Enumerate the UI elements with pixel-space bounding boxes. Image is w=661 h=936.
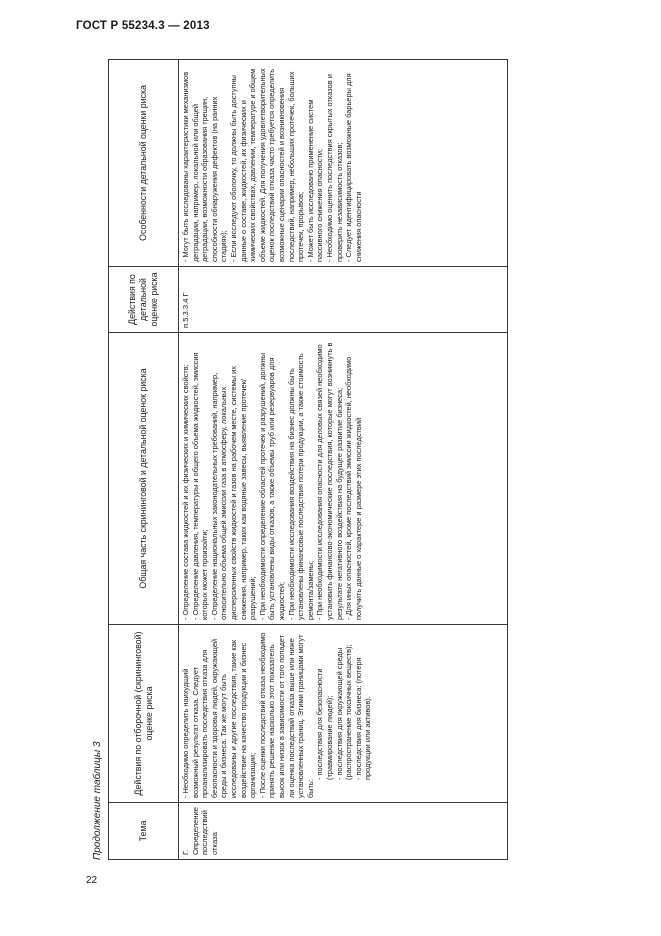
page-number: 22 bbox=[86, 875, 98, 886]
column-header-detailed-features: Особенности детальной оценки риска bbox=[109, 60, 179, 267]
table-row bbox=[179, 60, 508, 860]
common-cell bbox=[179, 333, 508, 625]
column-header-topic: Тема bbox=[109, 803, 179, 860]
features-item: - Если исследуют оболочку, то должны быть доступны данные о составе, жидкостей, их физических и химических свойствах, давлении, температуре и общем объеме жидкостей. Для получения удовлетворительных оценок последствий отказа часто требуется определить возможные сценарии опасностей и возникновения последствий, например, небольших протечек, больших протечек, прорывов; bbox=[228, 68, 306, 262]
table-continuation-caption: Продолжение таблицы 3 bbox=[92, 741, 103, 860]
common-item: - Определение национальных законодательных требований, например, относительно объема общей эмиссии газа в атмосферу, локальных дисперсионных свойств жидкостей и газов на рабочем месте, системы их снижения, например, таких как водяные завесы, выявление протечек/разрушений; bbox=[209, 366, 258, 620]
features-item: - Необходимо оценить последствия скрытых отказов и проверить независимость отказов; bbox=[324, 74, 344, 262]
common-item: - Определение состава жидкостей и их физических и химических свойств; bbox=[181, 364, 190, 620]
common-item: - При необходимости исследования воздействия на бизнес должны быть установлены финансовые последствия потери продукции, а также стоимость ремонта/замены; bbox=[286, 353, 315, 620]
screening-item: - Необходимо определить наихудший возможный результат отказа. Следует проанализировать последствия отказа для безопасности и здоровья людей, окружающей среды и бизнеса. Так же могут быть исследованы и другие последствия, такие как воздействие на качество продукции и бизнес организации; bbox=[181, 639, 258, 798]
features-item: - Следует идентифицировать возможные барьеры для снижения опасности bbox=[344, 73, 363, 262]
common-item: - Для иных опасностей, кроме последствий эмиссии жидкостей, необходимо получить данные о характере и размере этих последствий bbox=[344, 356, 363, 620]
common-item: - При необходимости исследования опасности для деловых связей необходимо установить финансово-экономические последствия, которые могут возникнуть в результате негативного воздействия на будущее развитие бизнеса; bbox=[315, 342, 344, 620]
screening-cell bbox=[179, 625, 508, 803]
common-item: - При необходимости определение областей протечек и разрушений, должны быть установлены виды отказов, а также объемы труб или резервуаров для жидкостей; bbox=[257, 352, 286, 620]
table-header-row bbox=[109, 60, 179, 860]
column-header-screening: Действия по отборочной (скрининговой) оценке риска bbox=[109, 625, 179, 803]
features-item: - Может быть исследовано применение систем пассивного снижения опасности; bbox=[305, 99, 325, 262]
screening-item: - После оценки последствий отказа необходимо принять решение насколько этот показатель высок или низок в зависимости от того попадет ли оценка последствий отказа выше или ниже установленных границ. Этими границами могут быть: bbox=[257, 632, 315, 798]
rotated-table-block bbox=[89, 60, 508, 860]
features-item: - Могут быть исследованы характеристики механизмов деградации, например, локальной или общей деградации, возможности образования трещин, способности обнаружения дефектов (на ранних стадиях); bbox=[181, 71, 229, 262]
detailed-reference-cell: п.5.3.3.4 Г bbox=[179, 267, 508, 333]
features-cell bbox=[179, 60, 508, 267]
column-header-detailed-actions: Действия по детальной оценке риска bbox=[109, 267, 179, 333]
topic-cell: Г. Определение последствий отказа bbox=[179, 803, 508, 860]
screening-subitem: - последствия для окружающей среды (распространение токсичных веществ); bbox=[334, 644, 354, 780]
risk-assessment-table bbox=[108, 59, 508, 860]
common-item: - Определение давления, температуры и общего объема жидкостей, эмиссия которых может произойти; bbox=[190, 352, 210, 620]
screening-subitem: - последствия для безопасности (травмирование людей); bbox=[315, 668, 334, 780]
screening-subitem: - последствия для бизнеса: (потеря продукции или активов). bbox=[353, 657, 373, 780]
column-header-common: Общая часть скрининговой и детальной оценок риска bbox=[109, 333, 179, 625]
document-id: ГОСТ Р 55234.3 — 2013 bbox=[76, 20, 210, 32]
